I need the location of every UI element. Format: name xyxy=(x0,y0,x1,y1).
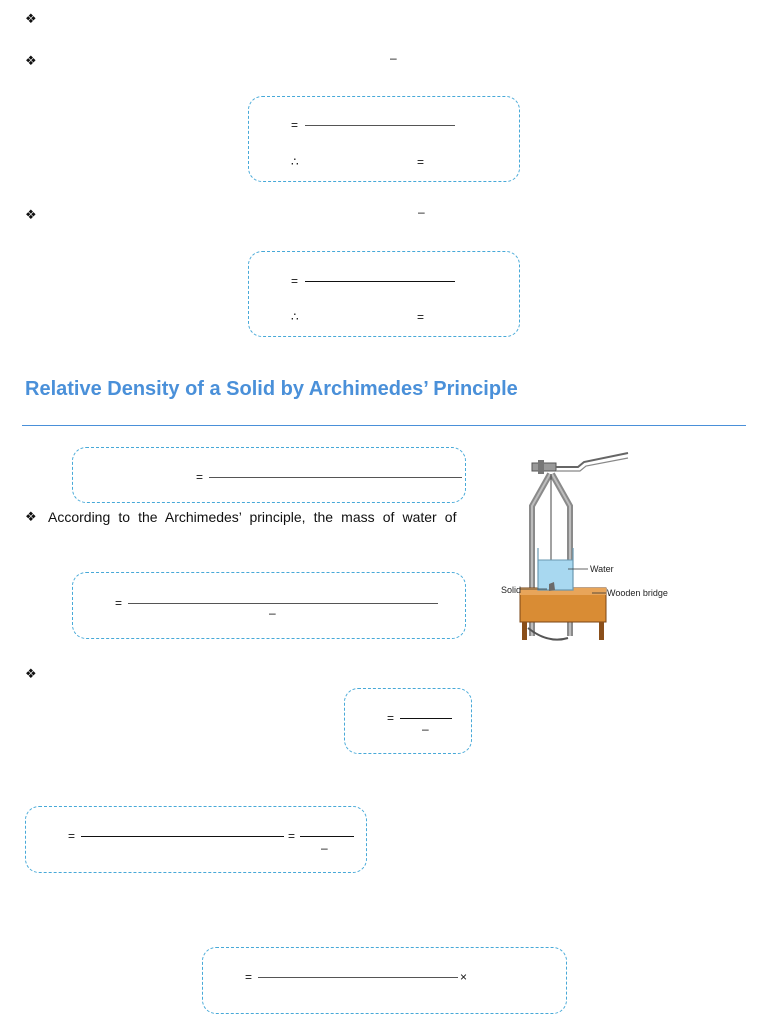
formula-box-2 xyxy=(248,251,520,337)
minus-sign: – xyxy=(418,205,425,219)
equals-sign: = xyxy=(291,118,299,132)
fraction-bar xyxy=(300,836,354,837)
heading-rule xyxy=(22,425,746,426)
fraction-bar xyxy=(81,836,284,837)
fraction-bar xyxy=(258,977,458,978)
formula-box-5 xyxy=(344,688,472,754)
label-wooden-bridge: Wooden bridge xyxy=(607,588,668,598)
label-solid: Solid xyxy=(501,585,522,595)
times-sign: × xyxy=(460,970,468,984)
minus-sign: – xyxy=(422,722,429,736)
equals-sign: = xyxy=(291,274,299,288)
formula-box-1 xyxy=(248,96,520,182)
equals-sign: = xyxy=(68,829,76,843)
minus-sign: – xyxy=(390,51,397,65)
formula-box-6 xyxy=(25,806,367,873)
formula-box-4 xyxy=(72,572,466,639)
label-water: Water xyxy=(590,564,614,574)
bullet-2: ❖ xyxy=(25,53,37,68)
fraction-bar xyxy=(128,603,438,604)
equals-sign: = xyxy=(245,970,253,984)
minus-sign: – xyxy=(269,606,276,620)
archimedes-apparatus-figure xyxy=(498,448,668,644)
equals-sign: = xyxy=(115,596,123,610)
bullet-4: ❖ xyxy=(25,509,37,524)
therefore-sign: ∴ xyxy=(291,155,299,169)
bullet-5: ❖ xyxy=(25,666,37,681)
equals-sign: = xyxy=(417,155,425,169)
fraction-bar xyxy=(209,477,462,478)
section-heading: Relative Density of a Solid by Archimedes’ Principle xyxy=(25,378,518,400)
paragraph-text: According to the Archimedes’ principle, the mass of water of xyxy=(48,509,457,525)
equals-sign: = xyxy=(196,470,204,484)
fraction-bar xyxy=(400,718,452,719)
bullet-1: ❖ xyxy=(25,11,37,26)
formula-box-3 xyxy=(72,447,466,503)
fraction-bar xyxy=(305,125,455,126)
equals-sign: = xyxy=(288,829,296,843)
therefore-sign: ∴ xyxy=(291,310,299,324)
equals-sign: = xyxy=(387,711,395,725)
bullet-3: ❖ xyxy=(25,207,37,222)
minus-sign: – xyxy=(321,841,328,855)
equals-sign: = xyxy=(417,310,425,324)
formula-box-7 xyxy=(202,947,567,1014)
apparatus-illustration xyxy=(498,448,668,644)
fraction-bar xyxy=(305,281,455,282)
